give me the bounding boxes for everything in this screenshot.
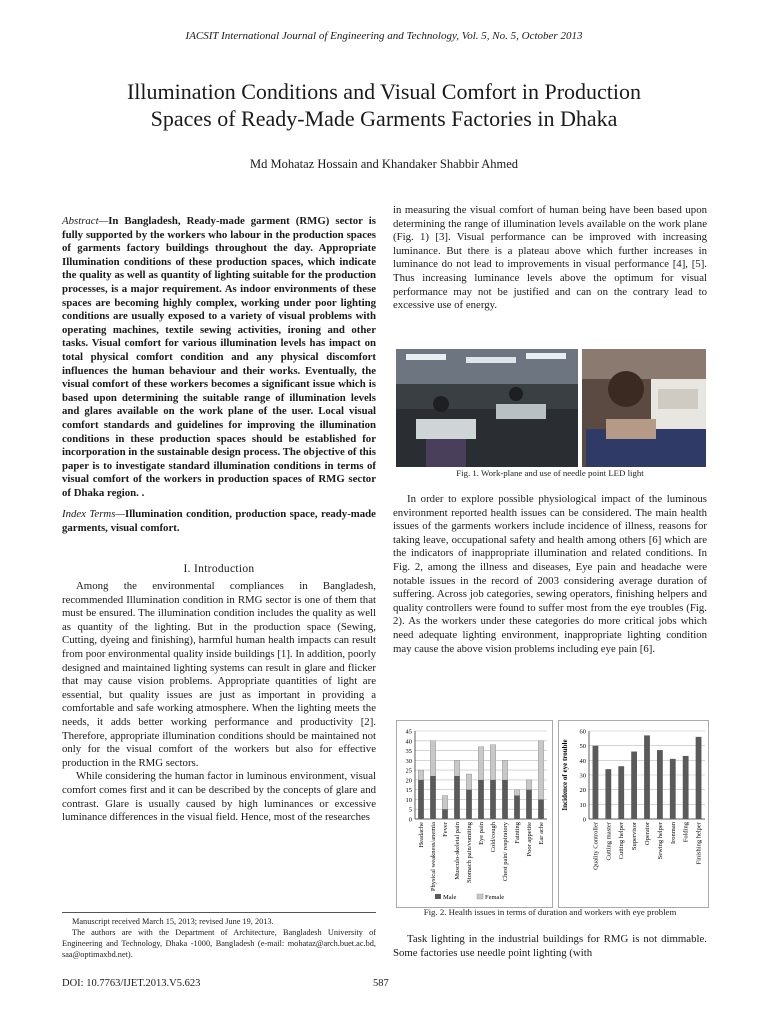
x-tick-label: Fever (442, 822, 449, 837)
x-tick-label: Ironman (669, 822, 677, 845)
y-tick-label: 10 (405, 796, 412, 804)
right-paragraph: In order to explore possible physiological impact of the luminous environment reported health issues can be considered. The main health issues of the garments workers include incidence of illness, reasons for taking leave, occupational safety and health among others [6] which are the indicators of inappropriate illumination and related conditions. In Fig. 2, among the illness and diseases, Eye pain and headache were notable issues in the record of 2003 considering average duration of suffering. Across job categories, sewing operators, finishing helpers and quality controllers were found to suffer most from the eye troubles (Fig. 2). As the workers under these categories do more critical jobs which need adequate lighting environment, inappropriate lighting condition may cause the above vision problems including eye pain [6]. (393, 493, 707, 655)
abstract-text: In Bangladesh, Ready-made garment (RMG) sector is fully supported by the workers who labour in the production spaces of garments factory buildings throughout the day. Appropriate Illumination conditions of these production spaces, which indicate the quality as well as quantity of lighting suitable for the production processes, is a major requirement. As indoor environments of these spaces are becoming highly complex, working under poor lighting conditions are usually exposed to a variety of visual problems with operating machines, textile sewing activities, ironing and other tasks. Visual comfort for various illumination levels has impact on total physical comfort condition and any physical discomfort influences the human behaviour and their works. Eventually, the visual comfort of these workers becomes a significant issue which is based upon determining the suitable range of illumination levels and glares available on the work plane of the user. Local visual comfort standards and guidelines for improving the illumination conditions in these production spaces should be established for incorporation in the sustainable design process. The objective of this paper is to investigate standard illumination conditions in terms of visual comfort of the workers in production spaces of RMG sector of Dhaka region. . (62, 215, 376, 499)
x-tick-label: Folding (682, 822, 690, 843)
footnotes (62, 912, 376, 960)
y-tick-label: 25 (405, 767, 412, 775)
bar-male (490, 780, 495, 819)
bar (657, 750, 663, 819)
bar-male (442, 809, 447, 819)
x-tick-label: Sewing helper (656, 822, 664, 860)
x-tick-label: Finishing helper (695, 822, 703, 865)
x-tick-label: Cutting helper (618, 822, 626, 860)
x-tick-label: Supervisor (631, 822, 639, 851)
legend-swatch-female (477, 894, 483, 899)
chart-eye-trouble (559, 721, 708, 907)
bar-male (430, 776, 435, 819)
y-tick-label: 35 (405, 748, 412, 756)
bar (696, 737, 702, 819)
y-tick-label: 45 (405, 728, 412, 736)
intro-paragraph-2: While considering the human factor in luminous environment, visual comfort comes first and it can be described by the concepts of glare and contrast. Glare is usually caused by high luminances or excessive luminance differences in the visual field. Hence, most of the researches (62, 770, 376, 824)
footnote-authors: The authors are with the Department of Architecture, Bangladesh University of Engineering and Technology, Dhaka -1000, Bangladesh (e-mail: mohataz@arch.buet.ac.bd, saa@optimaxbd.net). (62, 928, 376, 959)
figure-1-caption: Fig. 1. Work-plane and use of needle point LED light (456, 468, 644, 478)
x-tick-label: Poor appetite (526, 822, 533, 857)
doi: DOI: 10.7763/IJET.2013.V5.623 (62, 978, 201, 989)
x-tick-label: Physical weakness/anemia (430, 822, 437, 892)
paper-title (40, 78, 728, 132)
bar-male (418, 780, 423, 819)
x-tick-label: Eye pain (478, 822, 485, 845)
abstract-label: Abstract— (62, 215, 109, 227)
index-terms-label: Index Terms— (62, 508, 126, 520)
bar (670, 759, 676, 819)
y-tick-label: 40 (579, 757, 586, 765)
bar-male (454, 776, 459, 819)
y-tick-label: 5 (408, 806, 412, 814)
index-terms-text: Illumination condition, production space, ready-made garments, visual comfort. (62, 508, 376, 534)
x-tick-label: Cold/cough (490, 822, 497, 853)
x-tick-label: Musculo-skeletal pain (454, 822, 461, 880)
section-heading-introduction: I. Introduction (183, 563, 255, 575)
x-tick-label: Stomach pain/vomiting (466, 822, 473, 883)
page-number: 587 (373, 978, 389, 989)
abstract (62, 215, 376, 500)
x-tick-label: Chest pain/ respiratory (502, 822, 509, 882)
y-tick-label: 30 (405, 757, 412, 765)
y-tick-label: 60 (579, 728, 586, 736)
introduction-body (62, 580, 376, 825)
y-tick-label: 20 (579, 787, 586, 795)
chart-health-issues (397, 721, 552, 907)
legend-swatch-male (435, 894, 441, 899)
legend-label-male: Male (443, 894, 457, 901)
y-tick-label: 15 (405, 787, 412, 795)
bar (605, 769, 611, 819)
bar (631, 752, 637, 819)
bar (683, 756, 689, 819)
x-tick-label: Fainting (514, 822, 521, 844)
bar-male (478, 780, 483, 819)
factory-photo-illustration (396, 349, 706, 467)
figure-1-photo (396, 349, 706, 467)
x-tick-label: Cutting master (605, 822, 613, 861)
intro-paragraph-1: Among the environmental compliances in Bangladesh, recommended Illumination condition in RMG sector is one of them that must be ensured. The illumination condition includes the quality as well as quantity of the lighting. But in the production space (Sewing, Cutting, dyeing and finishing), harmful human health impacts can result from poor environmental quality inside buildings [1]. In addition, poorly designed and maintained lighting systems can result in glare and flicker that may cause vision problems. Appropriate quantities of light are essential, but quality issues are just as important in providing a comfortable and safe working atmosphere. When the lighting meets the needs, it adds better working performance and productivity [2]. Therefore, appropriate illumination conditions should be maintained not only for the visual comfort of the workers but also for effective production in the RMG sectors. (62, 580, 376, 769)
right-column-mid-text (393, 493, 707, 656)
title-line-1: Illumination Conditions and Visual Comfort in Production (126, 79, 642, 104)
x-tick-label: Operator (644, 822, 651, 846)
bar (593, 746, 599, 819)
chart-health-issues-frame (396, 720, 553, 908)
y-tick-label: 50 (579, 743, 586, 751)
footnote-received: Manuscript received March 15, 2013; revised June 19, 2013. (72, 917, 274, 926)
bar-male (502, 780, 507, 819)
bar-male (538, 799, 543, 819)
x-tick-label: Quality Controller (592, 822, 600, 870)
chart-eye-trouble-frame (558, 720, 709, 908)
x-tick-label: Headache (418, 822, 425, 848)
y-tick-label: 40 (405, 738, 412, 746)
authors: Md Mohataz Hossain and Khandaker Shabbir Ahmed (250, 157, 518, 171)
legend-label-female: Female (485, 894, 505, 901)
right-column-bottom-text (393, 933, 707, 960)
bar-male (526, 790, 531, 819)
y-axis-label: Incidence of eye trouble (561, 739, 569, 811)
y-tick-label: 10 (579, 801, 586, 809)
index-terms (62, 508, 376, 535)
y-tick-label: 30 (579, 772, 586, 780)
x-tick-label: Ear ache (538, 822, 545, 845)
right-paragraph-last: Task lighting in the industrial buildings for RMG is not dimmable. Some factories use needle point lighting (with (393, 933, 707, 959)
bar (644, 735, 650, 819)
bar-male (466, 790, 471, 819)
right-column-top-text: in measuring the visual comfort of human being have been based upon determining the range of illumination levels available on the work plane (Fig. 1) [3]. Visual performance can be improved with increasing luminance. But there is a plateau above which further increases in luminance do not lead to improvements in visual performance [4], [5]. Thus increasing luminance levels above the optimum for visual performance may not be justified and can on the contrary lead to excessive use of energy. (393, 204, 707, 312)
bar-male (514, 796, 519, 819)
title-line-2: Spaces of Ready-Made Garments Factories in Dhaka (150, 106, 618, 131)
bar (618, 766, 624, 819)
y-tick-label: 0 (582, 816, 586, 824)
journal-header: IACSIT International Journal of Engineering and Technology, Vol. 5, No. 5, October 2013 (185, 30, 583, 42)
figure-2-caption: Fig. 2. Health issues in terms of duration and workers with eye problem (423, 907, 677, 917)
y-tick-label: 20 (405, 777, 412, 785)
y-tick-label: 0 (408, 816, 412, 824)
